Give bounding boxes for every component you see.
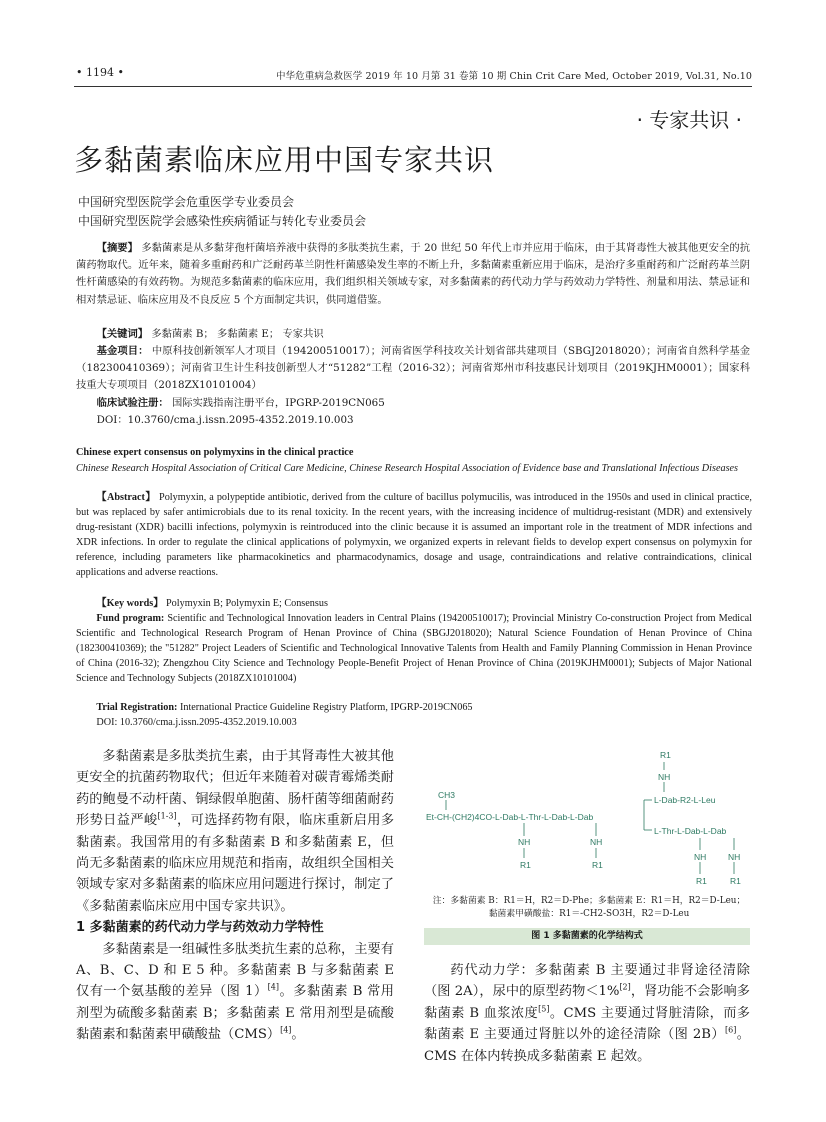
journal-running-header: 中华危重病急救医学 2019 年 10 月第 31 卷第 10 期 Chin Crit Care Med, October 2019, Vol.31, No.10 bbox=[275, 71, 752, 82]
section-heading: 1 多黏菌素的药代动力学与药效动力学特性 bbox=[76, 920, 324, 936]
citation[interactable]: [1-3] bbox=[157, 811, 177, 821]
trial-en-text: International Practice Guideline Registry Platform, IPGRP-2019CN065 bbox=[179, 702, 473, 713]
citation[interactable]: [4] bbox=[267, 983, 280, 993]
keywords-cn-text: 多黏菌素 B； 多黏菌素 E； 专家共识 bbox=[151, 328, 324, 340]
intro-text-end: ，可选择药物有限，临床重新启用多黏菌素。我国常用的有多黏菌素 B 和多黏菌素 E，但尚无多黏菌素的临床应用规范和指南，故组织全国相关领域专家对多黏菌素的临床应用问题进行探讨，制定了《多黏菌素临床应用中国专家共识》。 bbox=[76, 813, 395, 914]
abstract-en-text: Polymyxin, a polypeptide antibiotic, derived from the culture of bacillus polymucilis, was introduced in the 1950s and used in clinical practice, but was replaced by safer antimicrobials due to its renal toxicity. In the recent years, with the increasing incidence of multidrug-resistant (MDR) and extensively drug-resistant (XDR) bacilli infections, polymyxin is reintroduced into the clinic because it is assumed an important role in the treatment of MDR infections and XDR infections. In order to regulate the clinical applications of polymyxin, we organized experts in relevant fields to develop expert consensus on polymyxin for reference, including parameters like pharmacokinetics and pharmacodynamics, dosage and usage, contraindications and relative contraindications, clinical applications and adverse reactions. bbox=[76, 492, 752, 578]
doi-cn[interactable]: DOI：10.3760/cma.j.issn.2095-4352.2019.10.003 bbox=[96, 414, 354, 426]
citation[interactable]: [5] bbox=[538, 1004, 550, 1014]
structure-label-nh: NH bbox=[694, 852, 707, 862]
author-organization: 中国研究型医院学会感染性疾病循证与转化专业委员会 bbox=[78, 214, 367, 228]
paragraph-text: 多黏菌素是一组碱性多肽类抗生素的总称，主要有 A、B、C、D 和 E 5 种。多黏菌素 B 与多黏菌素 E 仅有一个氨基酸的差异（图 1） bbox=[76, 941, 394, 1000]
paragraph-text: 。多黏菌素 B 常用剂型为硫酸多黏菌素 B；多黏菌素 E 常用剂型是硫酸黏菌素和黏菌素甲磺酸盐（CMS） bbox=[76, 984, 394, 1043]
fund-en-text: Scientific and Technological Innovation leaders in Central Plains (194200510017); Provincial Ministry Co-construction Project from Medical Scientific and Technological Research Program of Henan Province of China (SBGJ2018020); Natural Science Foundation of Henan Province of China (182300410369); the "51282" Project Leaders of Scientific and Technological Innovative Talents from Health and Family Planning Commission in Henan Province of China (2016-32); Zhengzhou City Science and Technology People-Benefit Project of Henan Province of China (2019KJHM0001); Subjects of Major National Science and Technology Subjects (2018ZX10101004) bbox=[76, 613, 753, 684]
header-divider bbox=[74, 86, 752, 87]
keywords-en bbox=[76, 597, 752, 612]
figure-caption: 图 1 多黏菌素的化学结构式 bbox=[424, 928, 750, 945]
fund-cn-text: 中原科技创新领军人才项目（194200510017）；河南省医学科技攻关计划省部共建项目（SBGJ2018020）；河南省自然科学基金（182300410369）；河南省卫生计生科技创新型人才“51282”工程（2016-32）；河南省郑州市科技惠民计划项目（2019KJHM0001）；国家科技重大专项项目（2018ZX10101004） bbox=[76, 345, 750, 392]
section-tag: · 专家共识 · bbox=[636, 108, 742, 132]
abstract-cn bbox=[76, 240, 750, 309]
intro-paragraph bbox=[76, 746, 394, 917]
section-1-paragraph bbox=[76, 939, 394, 1046]
keywords-cn bbox=[76, 326, 750, 343]
trial-en-label: Trial Registration: bbox=[96, 702, 178, 713]
structure-main-chain: Et-CH-(CH2)4CO-L-Dab-L-Thr-L-Dab-L-Dab bbox=[426, 812, 594, 822]
structure-upper-branch: L-Dab-R2-L-Leu bbox=[654, 795, 716, 805]
english-organization: Chinese Research Hospital Association of Critical Care Medicine, Chinese Research Hospital Association of Evidence base and Translational Infectious Diseases bbox=[76, 463, 739, 474]
intro-text: 多黏菌素是多肽类抗生素，由于其肾毒性大被其他更安全的抗菌药物取代；但近年来随着对碳青霉烯类耐药的鲍曼不动杆菌、铜绿假单胞菌、肠杆菌等细菌耐药形势日益严峻 bbox=[76, 749, 394, 829]
trial-cn-text: 国际实践指南注册平台，IPGRP-2019CN065 bbox=[171, 397, 385, 409]
structure-label-r1: R1 bbox=[730, 876, 741, 886]
trial-cn-label: 临床试验注册： bbox=[96, 397, 169, 409]
keywords-en-label: 【Key words】 bbox=[96, 598, 164, 609]
fund-cn-label: 基金项目： bbox=[96, 345, 149, 357]
page-number: • 1194 • bbox=[76, 66, 124, 79]
structure-label-nh: NH bbox=[728, 852, 741, 862]
structure-label-ch3: CH3 bbox=[438, 790, 456, 800]
doi-en[interactable]: DOI: 10.3760/cma.j.issn.2095-4352.2019.10.003 bbox=[96, 717, 297, 728]
fund-en-label: Fund program: bbox=[96, 613, 165, 624]
citation[interactable]: [4] bbox=[280, 1025, 292, 1035]
structure-label-r1: R1 bbox=[592, 860, 603, 870]
abstract-en bbox=[76, 491, 752, 580]
article-title: 多黏菌素临床应用中国专家共识 bbox=[74, 143, 495, 177]
paragraph-text: 。CMS 在体内转换成多黏菌素 E 起效。 bbox=[424, 1027, 750, 1064]
fund-cn bbox=[76, 343, 750, 395]
english-title: Chinese expert consensus on polymyxins in the clinical practice bbox=[76, 447, 354, 458]
abstract-cn-label: 【摘要】 bbox=[96, 242, 138, 254]
figure-note bbox=[426, 895, 752, 921]
keywords-en-text: Polymyxin B; Polymyxin E; Consensus bbox=[166, 598, 328, 609]
keywords-cn-label: 【关键词】 bbox=[96, 328, 149, 340]
body-left-column bbox=[76, 746, 394, 1046]
paragraph-text: 。 bbox=[291, 1027, 305, 1043]
structure-label-r1: R1 bbox=[660, 750, 671, 760]
author-organization: 中国研究型医院学会危重医学专业委员会 bbox=[78, 195, 295, 209]
structure-label-r1: R1 bbox=[520, 860, 531, 870]
structure-label-nh: NH bbox=[658, 772, 671, 782]
trial-registration-en bbox=[76, 701, 752, 716]
trial-registration-cn bbox=[76, 395, 750, 412]
body-right-column bbox=[424, 960, 750, 1067]
citation[interactable]: [6] bbox=[725, 1025, 737, 1035]
citation[interactable]: [2] bbox=[619, 983, 631, 993]
structure-label-r1: R1 bbox=[696, 876, 707, 886]
structure-label-nh: NH bbox=[590, 837, 603, 847]
abstract-cn-text: 多黏菌素是从多黏芽孢杆菌培养液中获得的多肽类抗生素，于 20 世纪 50 年代上市并应用于临床，由于其肾毒性大被其他更安全的抗菌药物取代。近年来，随着多重耐药和广泛耐药革兰阴性杆菌感染发生率的不断上升，多黏菌素重新应用于临床，是治疗多重耐药和广泛耐药革兰阴性杆菌感染的有效药物。为规范多黏菌素的临床应用，我们组织相关领域专家，对多黏菌素的药代动力学与药效动力学特性、剂量和用法、禁忌证和相对禁忌证、临床应用及不良反应 5 个方面制定共识，供同道借鉴。 bbox=[76, 242, 751, 306]
fund-en bbox=[76, 612, 752, 687]
structure-label-nh: NH bbox=[518, 837, 531, 847]
chemical-structure-figure bbox=[424, 746, 750, 894]
figure-note-line: 注：多黏菌素 B：R1＝H，R2＝D-Phe；多黏菌素 E：R1＝H，R2＝D-Leu； bbox=[432, 896, 746, 906]
paragraph-text: ，肾功能不会影响多黏菌素 B 血浆浓度 bbox=[424, 984, 750, 1021]
abstract-en-label: 【Abstract】 bbox=[96, 492, 157, 503]
paragraph-text: 药代动力学：多黏菌素 B 主要通过非肾途径清除（图 2A），尿中的原型药物＜1% bbox=[424, 963, 750, 1000]
structure-lower-branch: L-Thr-L-Dab-L-Dab bbox=[654, 826, 727, 836]
paragraph-text: 。CMS 主要通过肾脏清除，而多黏菌素 E 主要通过肾脏以外的途径清除（图 2B） bbox=[424, 1005, 750, 1043]
figure-note-line: 黏菌素甲磺酸盐：R1＝-CH2-SO3H，R2＝D-Leu bbox=[488, 909, 690, 919]
